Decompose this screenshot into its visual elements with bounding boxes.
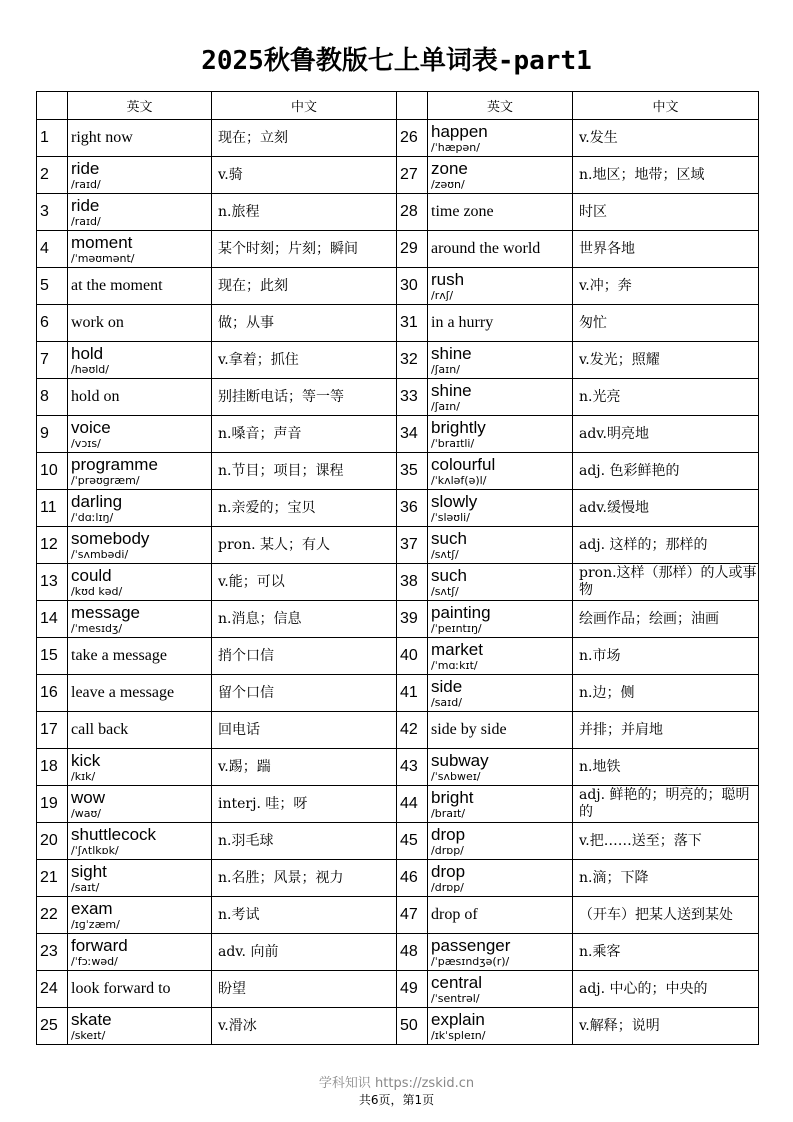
entry-phonetic: /drɒp/ bbox=[431, 843, 464, 857]
entry-phonetic: /ˈpæsɪndʒə(r)/ bbox=[431, 954, 510, 968]
entry-english bbox=[68, 305, 212, 342]
entry-chinese: v.发生 bbox=[573, 120, 759, 157]
table-row bbox=[37, 453, 759, 490]
entry-word: drop bbox=[431, 861, 466, 881]
entry-word: skate bbox=[71, 1009, 112, 1029]
entry-phonetic: /saɪd/ bbox=[431, 695, 462, 709]
entry-word: shuttlecock bbox=[71, 824, 157, 844]
entry-number: 4 bbox=[37, 231, 68, 268]
entry-word: slowly bbox=[431, 491, 478, 511]
entry-number: 30 bbox=[397, 268, 428, 305]
entry-english bbox=[68, 379, 212, 416]
entry-phonetic: /vɔɪs/ bbox=[71, 436, 101, 450]
entry-number: 40 bbox=[397, 638, 428, 675]
table-row bbox=[37, 305, 759, 342]
entry-word: voice bbox=[71, 417, 111, 437]
entry-phonetic: /ˈkʌləf(ə)l/ bbox=[431, 473, 487, 487]
table-row bbox=[37, 1008, 759, 1045]
entry-english bbox=[428, 490, 573, 527]
entry-word: rush bbox=[431, 269, 465, 289]
entry-number: 15 bbox=[37, 638, 68, 675]
entry-phonetic: /kʊd kəd/ bbox=[71, 584, 123, 598]
entry-number: 48 bbox=[397, 934, 428, 971]
entry-chinese: n.节目；项目；课程 bbox=[212, 453, 397, 490]
table-row bbox=[37, 490, 759, 527]
header-english-right: 英文 bbox=[428, 92, 573, 120]
table-row bbox=[37, 712, 759, 749]
entry-chinese: adj. 这样的；那样的 bbox=[573, 527, 759, 564]
entry-chinese: v.拿着；抓住 bbox=[212, 342, 397, 379]
table-row bbox=[37, 934, 759, 971]
table-row bbox=[37, 860, 759, 897]
entry-chinese: n.旅程 bbox=[212, 194, 397, 231]
vocabulary-table bbox=[36, 91, 759, 1045]
header-chinese-left: 中文 bbox=[212, 92, 397, 120]
entry-phonetic: /ˈhæpən/ bbox=[431, 140, 480, 154]
entry-chinese: adj. 鲜艳的；明亮的；聪明的 bbox=[573, 786, 759, 823]
entry-phrase: in a hurry bbox=[431, 314, 494, 331]
table-row bbox=[37, 120, 759, 157]
entry-chinese: （开车）把某人送到某处 bbox=[573, 897, 759, 934]
entry-number: 11 bbox=[37, 490, 68, 527]
entry-number: 45 bbox=[397, 823, 428, 860]
entry-word: colourful bbox=[431, 454, 496, 474]
entry-english bbox=[428, 453, 573, 490]
entry-english bbox=[428, 1008, 573, 1045]
entry-chinese: v.踢；踹 bbox=[212, 749, 397, 786]
entry-phonetic: /zəʊn/ bbox=[431, 177, 465, 191]
entry-chinese: adv.明亮地 bbox=[573, 416, 759, 453]
entry-phonetic: /braɪt/ bbox=[431, 806, 466, 820]
entry-english bbox=[428, 564, 573, 601]
entry-word: passenger bbox=[431, 935, 511, 955]
entry-number: 16 bbox=[37, 675, 68, 712]
entry-chinese: 别挂断电话；等一等 bbox=[212, 379, 397, 416]
table-row bbox=[37, 564, 759, 601]
entry-word: brightly bbox=[431, 417, 486, 437]
entry-english bbox=[428, 194, 573, 231]
entry-english bbox=[68, 527, 212, 564]
entry-number: 5 bbox=[37, 268, 68, 305]
entry-phrase: take a message bbox=[71, 647, 167, 664]
entry-phonetic: /ʃaɪn/ bbox=[431, 362, 460, 376]
entry-english bbox=[428, 897, 573, 934]
entry-chinese: 现在；立刻 bbox=[212, 120, 397, 157]
entry-chinese: 盼望 bbox=[212, 971, 397, 1008]
table-row bbox=[37, 971, 759, 1008]
entry-phonetic: /skeɪt/ bbox=[71, 1028, 106, 1042]
entry-phonetic: /ˈdɑːlɪŋ/ bbox=[71, 510, 114, 524]
entry-english bbox=[428, 934, 573, 971]
entry-phonetic: /saɪt/ bbox=[71, 880, 100, 894]
entry-phonetic: /ˈməʊmənt/ bbox=[71, 251, 135, 265]
entry-phrase: right now bbox=[71, 129, 133, 146]
entry-english bbox=[428, 379, 573, 416]
entry-chinese: v.能；可以 bbox=[212, 564, 397, 601]
header-chinese-right: 中文 bbox=[573, 92, 759, 120]
entry-number: 8 bbox=[37, 379, 68, 416]
entry-number: 49 bbox=[397, 971, 428, 1008]
entry-phrase: around the world bbox=[431, 240, 541, 257]
entry-english bbox=[428, 157, 573, 194]
entry-phrase: time zone bbox=[431, 203, 494, 220]
entry-phonetic: /ɪkˈspleɪn/ bbox=[431, 1028, 486, 1042]
entry-english bbox=[68, 490, 212, 527]
entry-english bbox=[68, 268, 212, 305]
entry-english bbox=[68, 342, 212, 379]
entry-number: 27 bbox=[397, 157, 428, 194]
entry-number: 39 bbox=[397, 601, 428, 638]
entry-chinese: n.羽毛球 bbox=[212, 823, 397, 860]
entry-english bbox=[68, 416, 212, 453]
entry-chinese: n.名胜；风景；视力 bbox=[212, 860, 397, 897]
footer-page-number: 共6页，第1页 bbox=[358, 1093, 435, 1107]
entry-english bbox=[68, 786, 212, 823]
entry-english bbox=[68, 934, 212, 971]
entry-english bbox=[68, 601, 212, 638]
table-row bbox=[37, 157, 759, 194]
table-row bbox=[37, 749, 759, 786]
entry-chinese: 捎个口信 bbox=[212, 638, 397, 675]
entry-word: explain bbox=[431, 1009, 485, 1029]
entry-word: zone bbox=[431, 158, 468, 178]
entry-english bbox=[428, 823, 573, 860]
entry-chinese: 绘画作品；绘画；油画 bbox=[573, 601, 759, 638]
entry-number: 46 bbox=[397, 860, 428, 897]
entry-phonetic: /ˈmesɪdʒ/ bbox=[71, 621, 123, 635]
entry-word: somebody bbox=[71, 528, 150, 548]
entry-phonetic: /ˈsentrəl/ bbox=[431, 991, 480, 1005]
entry-english bbox=[428, 601, 573, 638]
entry-phonetic: /ˈsʌmbədi/ bbox=[71, 547, 129, 561]
entry-phonetic: /sʌtʃ/ bbox=[431, 547, 459, 561]
table-row bbox=[37, 786, 759, 823]
entry-number: 25 bbox=[37, 1008, 68, 1045]
entry-phonetic: /rʌʃ/ bbox=[431, 288, 454, 302]
entry-english bbox=[68, 120, 212, 157]
entry-chinese: adj. 中心的；中央的 bbox=[573, 971, 759, 1008]
entry-word: drop bbox=[431, 824, 466, 844]
entry-chinese: n.嗓音；声音 bbox=[212, 416, 397, 453]
entry-english bbox=[428, 120, 573, 157]
entry-english bbox=[68, 564, 212, 601]
entry-phonetic: /waʊ/ bbox=[71, 806, 101, 820]
entry-english bbox=[428, 416, 573, 453]
entry-phonetic: /ˈbraɪtli/ bbox=[431, 436, 475, 450]
entry-phonetic: /ˈʃʌtlkɒk/ bbox=[71, 843, 119, 857]
entry-phonetic: /ˈmɑːkɪt/ bbox=[431, 658, 478, 672]
entry-number: 10 bbox=[37, 453, 68, 490]
entry-english bbox=[428, 786, 573, 823]
entry-word: such bbox=[431, 528, 467, 548]
entry-chinese: v.滑冰 bbox=[212, 1008, 397, 1045]
table-row bbox=[37, 231, 759, 268]
entry-phonetic: /ˈsləʊli/ bbox=[431, 510, 470, 524]
entry-number: 6 bbox=[37, 305, 68, 342]
table-row bbox=[37, 379, 759, 416]
entry-chinese: 时区 bbox=[573, 194, 759, 231]
entry-chinese: 留个口信 bbox=[212, 675, 397, 712]
entry-english bbox=[68, 749, 212, 786]
header-english-left: 英文 bbox=[68, 92, 212, 120]
entry-word: moment bbox=[71, 232, 133, 252]
entry-number: 22 bbox=[37, 897, 68, 934]
entry-english bbox=[428, 231, 573, 268]
entry-phonetic: /raɪd/ bbox=[71, 214, 101, 228]
entry-phrase: drop of bbox=[431, 906, 478, 923]
entry-number: 28 bbox=[397, 194, 428, 231]
entry-number: 32 bbox=[397, 342, 428, 379]
entry-word: wow bbox=[71, 787, 106, 807]
entry-phonetic: /sʌtʃ/ bbox=[431, 584, 459, 598]
entry-english bbox=[68, 712, 212, 749]
table-header-row bbox=[37, 92, 759, 120]
table-row bbox=[37, 823, 759, 860]
entry-number: 1 bbox=[37, 120, 68, 157]
entry-chinese: n.地区；地带；区域 bbox=[573, 157, 759, 194]
entry-english bbox=[68, 638, 212, 675]
entry-number: 2 bbox=[37, 157, 68, 194]
entry-english bbox=[68, 823, 212, 860]
entry-number: 31 bbox=[397, 305, 428, 342]
entry-number: 13 bbox=[37, 564, 68, 601]
entry-chinese: pron. 某人；有人 bbox=[212, 527, 397, 564]
entry-chinese: 现在；此刻 bbox=[212, 268, 397, 305]
entry-chinese: adj. 色彩鲜艳的 bbox=[573, 453, 759, 490]
entry-chinese: 匆忙 bbox=[573, 305, 759, 342]
entry-number: 37 bbox=[397, 527, 428, 564]
entry-number: 20 bbox=[37, 823, 68, 860]
entry-word: programme bbox=[71, 454, 158, 474]
entry-english bbox=[68, 231, 212, 268]
entry-chinese: 回电话 bbox=[212, 712, 397, 749]
entry-english bbox=[68, 675, 212, 712]
entry-word: happen bbox=[431, 121, 488, 141]
entry-chinese: v.把……送至；落下 bbox=[573, 823, 759, 860]
entry-number: 26 bbox=[397, 120, 428, 157]
table-row bbox=[37, 897, 759, 934]
entry-number: 7 bbox=[37, 342, 68, 379]
entry-phonetic: /ˈsʌbweɪ/ bbox=[431, 769, 481, 783]
entry-number: 9 bbox=[37, 416, 68, 453]
entry-word: could bbox=[71, 565, 112, 585]
entry-word: darling bbox=[71, 491, 123, 511]
entry-english bbox=[428, 971, 573, 1008]
entry-chinese: n.亲爱的；宝贝 bbox=[212, 490, 397, 527]
table-row bbox=[37, 638, 759, 675]
entry-chinese: n.市场 bbox=[573, 638, 759, 675]
entry-number: 35 bbox=[397, 453, 428, 490]
entry-phonetic: /ɪɡˈzæm/ bbox=[71, 917, 120, 931]
table-row bbox=[37, 194, 759, 231]
entry-chinese: n.考试 bbox=[212, 897, 397, 934]
entry-phrase: side by side bbox=[431, 721, 507, 738]
entry-number: 43 bbox=[397, 749, 428, 786]
entry-english bbox=[68, 971, 212, 1008]
entry-word: hold bbox=[71, 343, 104, 363]
entry-phrase: at the moment bbox=[71, 277, 163, 294]
entry-chinese: 某个时刻；片刻；瞬间 bbox=[212, 231, 397, 268]
entry-word: message bbox=[71, 602, 140, 622]
table-row bbox=[37, 527, 759, 564]
entry-english bbox=[428, 749, 573, 786]
entry-chinese: 做；从事 bbox=[212, 305, 397, 342]
entry-english bbox=[428, 675, 573, 712]
entry-chinese: v.解释；说明 bbox=[573, 1008, 759, 1045]
entry-number: 17 bbox=[37, 712, 68, 749]
entry-english bbox=[68, 157, 212, 194]
entry-number: 19 bbox=[37, 786, 68, 823]
entry-english bbox=[68, 1008, 212, 1045]
table-row bbox=[37, 675, 759, 712]
entry-word: market bbox=[431, 639, 483, 659]
entry-number: 29 bbox=[397, 231, 428, 268]
entry-phrase: call back bbox=[71, 721, 129, 738]
table-row bbox=[37, 268, 759, 305]
entry-english bbox=[68, 453, 212, 490]
entry-phonetic: /ˈpeɪntɪŋ/ bbox=[431, 621, 482, 635]
entry-number: 50 bbox=[397, 1008, 428, 1045]
entry-word: shine bbox=[431, 380, 472, 400]
entry-chinese: n.乘客 bbox=[573, 934, 759, 971]
entry-chinese: n.滴；下降 bbox=[573, 860, 759, 897]
entry-chinese: pron.这样（那样）的人或事物 bbox=[573, 564, 759, 601]
entry-english bbox=[428, 712, 573, 749]
entry-phonetic: /ʃaɪn/ bbox=[431, 399, 460, 413]
entry-number: 47 bbox=[397, 897, 428, 934]
entry-phonetic: /ˈprəʊɡræm/ bbox=[71, 473, 140, 487]
entry-word: shine bbox=[431, 343, 472, 363]
entry-number: 33 bbox=[397, 379, 428, 416]
table-row bbox=[37, 342, 759, 379]
entry-english bbox=[428, 860, 573, 897]
table-row bbox=[37, 601, 759, 638]
entry-chinese: n.边；侧 bbox=[573, 675, 759, 712]
entry-number: 18 bbox=[37, 749, 68, 786]
entry-number: 42 bbox=[397, 712, 428, 749]
entry-english bbox=[428, 638, 573, 675]
entry-number: 21 bbox=[37, 860, 68, 897]
entry-word: side bbox=[431, 676, 463, 696]
entry-word: kick bbox=[71, 750, 101, 770]
entry-chinese: interj. 哇；呀 bbox=[212, 786, 397, 823]
entry-english bbox=[68, 897, 212, 934]
entry-number: 34 bbox=[397, 416, 428, 453]
entry-phonetic: /raɪd/ bbox=[71, 177, 101, 191]
entry-chinese: v.骑 bbox=[212, 157, 397, 194]
entry-word: sight bbox=[71, 861, 107, 881]
entry-chinese: v.冲；奔 bbox=[573, 268, 759, 305]
entry-number: 24 bbox=[37, 971, 68, 1008]
entry-number: 44 bbox=[397, 786, 428, 823]
entry-number: 38 bbox=[397, 564, 428, 601]
entry-word: painting bbox=[431, 602, 491, 622]
entry-number: 12 bbox=[37, 527, 68, 564]
entry-chinese: adv. 向前 bbox=[212, 934, 397, 971]
entry-number: 3 bbox=[37, 194, 68, 231]
entry-chinese: n.光亮 bbox=[573, 379, 759, 416]
entry-phonetic: /kɪk/ bbox=[71, 769, 96, 783]
footer-site: 学科知识 https://zskid.cn bbox=[318, 1076, 475, 1091]
entry-word: subway bbox=[431, 750, 489, 770]
entry-english bbox=[428, 342, 573, 379]
entry-phrase: leave a message bbox=[71, 684, 175, 701]
entry-chinese: adv.缓慢地 bbox=[573, 490, 759, 527]
entry-phonetic: /həʊld/ bbox=[71, 362, 109, 376]
entry-phrase: work on bbox=[71, 314, 124, 331]
header-num-left bbox=[37, 92, 68, 120]
entry-chinese: v.发光；照耀 bbox=[573, 342, 759, 379]
table-row bbox=[37, 416, 759, 453]
entry-word: exam bbox=[71, 898, 113, 918]
entry-chinese: 世界各地 bbox=[573, 231, 759, 268]
entry-english bbox=[428, 527, 573, 564]
entry-word: central bbox=[431, 972, 483, 992]
entry-english bbox=[428, 268, 573, 305]
entry-word: ride bbox=[71, 195, 100, 215]
entry-english bbox=[428, 305, 573, 342]
entry-phonetic: /drɒp/ bbox=[431, 880, 464, 894]
entry-chinese: 并排；并肩地 bbox=[573, 712, 759, 749]
entry-number: 14 bbox=[37, 601, 68, 638]
entry-chinese: n.地铁 bbox=[573, 749, 759, 786]
entry-number: 36 bbox=[397, 490, 428, 527]
entry-phrase: hold on bbox=[71, 388, 120, 405]
entry-word: bright bbox=[431, 787, 474, 807]
entry-chinese: n.消息；信息 bbox=[212, 601, 397, 638]
entry-number: 41 bbox=[397, 675, 428, 712]
entry-english bbox=[68, 194, 212, 231]
entry-number: 23 bbox=[37, 934, 68, 971]
entry-word: ride bbox=[71, 158, 100, 178]
entry-word: such bbox=[431, 565, 467, 585]
entry-word: forward bbox=[71, 935, 128, 955]
entry-phonetic: /ˈfɔːwəd/ bbox=[71, 954, 118, 968]
header-num-right bbox=[397, 92, 428, 120]
entry-phrase: look forward to bbox=[71, 980, 171, 997]
page-title: 2025秋鲁教版七上单词表-part1 bbox=[201, 46, 592, 76]
entry-english bbox=[68, 860, 212, 897]
